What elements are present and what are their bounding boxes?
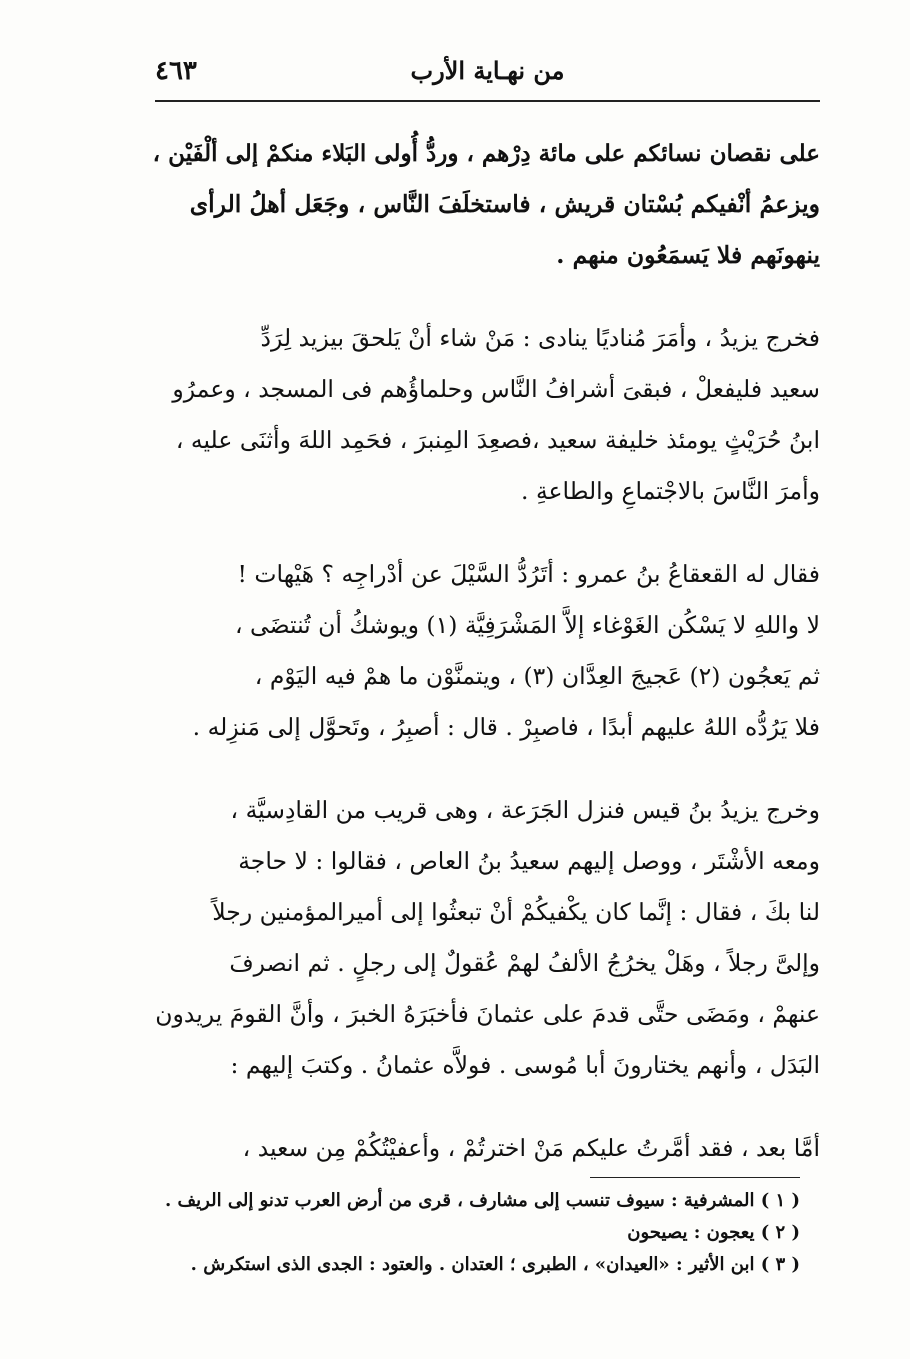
- text-line: وإلىَّ رجلاً ، وهَلْ يخرُجُ الألفُ لهمْ عُقولٌ إلى رجلٍ . ثم انصرفَ: [229, 949, 820, 977]
- header-rule: [155, 100, 820, 102]
- footnote-2: ( ٢ ) يعجون : يصيحون: [627, 1222, 800, 1243]
- paragraph-1: [152, 128, 820, 281]
- page-header: [155, 52, 820, 96]
- paragraph-5: [152, 1123, 820, 1174]
- body-text: [152, 128, 820, 1174]
- text-line: لنا بكَ ، فقال : إنَّما كان يكْفيكُمْ أنْ تبعثُوا إلى أميرالمؤمنين رجلاً: [212, 898, 820, 926]
- text-line: فقال له القعقاعُ بنُ عمرو : أتَرُدُّ السَّيْلَ عن أدْراجِه ؟ هَيْهات !: [237, 560, 820, 588]
- page-number: ٤٦٣: [155, 56, 197, 86]
- text-line: فخرج يزيدُ ، وأمَرَ مُناديًا ينادى : مَنْ شاء أنْ يَلحقَ بيزيد لِرَدِّ: [260, 324, 820, 352]
- text-line: ومعه الأشْتَر ، ووصل إليهم سعيدُ بنُ العاص ، فقالوا : لا حاجة: [238, 847, 820, 875]
- paragraph-2: [152, 313, 820, 517]
- text-line: ينهونَهم فلا يَسمَعُون منهم .: [556, 241, 820, 269]
- text-line: عنهمْ ، ومَضَى حتَّى قدمَ على عثمانَ فأخبَرَهُ الخبرَ ، وأنَّ القومَ يريدون: [155, 1000, 820, 1028]
- text-line: على نقصان نسائكم على مائة دِرْهم ، وردُّ أُولى البَلاء منكمْ إلى ألْفَيْن ،: [152, 140, 820, 167]
- text-line: لا واللهِ لا يَسْكُن الغَوْغاء إلاَّ المَشْرَفِيَّة (١) ويوشكُ أن تُنتضَى ،: [234, 611, 820, 639]
- text-line: ابنُ حُرَيْثٍ يومئذ خليفة سعيد ،فصعِدَ المِنبرَ ، فحَمِد اللهَ وأثنَى عليه ،: [175, 426, 820, 454]
- text-line: البَدَل ، وأنهم يختارونَ أبا مُوسى . فولاَّه عثمانُ . وكتبَ إليهم :: [230, 1051, 820, 1079]
- text-line: وخرج يزيدُ بنُ قيس فنزل الجَرَعة ، وهى قريب من القادِسيَّة ،: [230, 796, 820, 824]
- paragraph-4: [152, 785, 820, 1091]
- footnote-rule: [590, 1177, 800, 1178]
- text-line: أمَّا بعد ، فقد أمَّرتُ عليكم مَنْ اخترتُمْ ، وأعفيْتُكُمْ مِن سعيد ،: [242, 1134, 820, 1162]
- running-title: من نهـاية الأرب: [410, 56, 565, 85]
- paragraph-3: [152, 549, 820, 753]
- text-line: وأمرَ النَّاسَ بالاجْتماعِ والطاعةِ .: [521, 477, 820, 505]
- footnotes: [140, 1185, 800, 1281]
- text-line: ويزعمُ أنْفيكم بُسْتان قريش ، فاستخلَفَ النَّاس ، وجَعَل أهلُ الرأى: [189, 190, 820, 218]
- footnote-3: ( ٣ ) ابن الأثير : «العيدان» ، الطبرى ؛ العتدان . والعتود : الجدى الذى استكرش .: [190, 1254, 800, 1275]
- footnote-1: ( ١ ) المشرفية : سيوف تنسب إلى مشارف ، قرى من أرض العرب تدنو إلى الريف .: [165, 1190, 800, 1211]
- text-line: سعيد فليفعلْ ، فبقىَ أشرافُ النَّاس وحلماؤُهم فى المسجد ، وعمرُو: [172, 375, 820, 403]
- text-line: فلا يَرُدُّه اللهُ عليهم أبدًا ، فاصبِرْ . قال : أصبِرُ ، وتَحوَّل إلى مَنزِله .: [192, 713, 820, 741]
- text-line: ثم يَعجُون (٢) عَجيجَ العِدَّان (٣) ، ويتمنَّوْن ما همْ فيه اليَوْم ،: [254, 662, 820, 690]
